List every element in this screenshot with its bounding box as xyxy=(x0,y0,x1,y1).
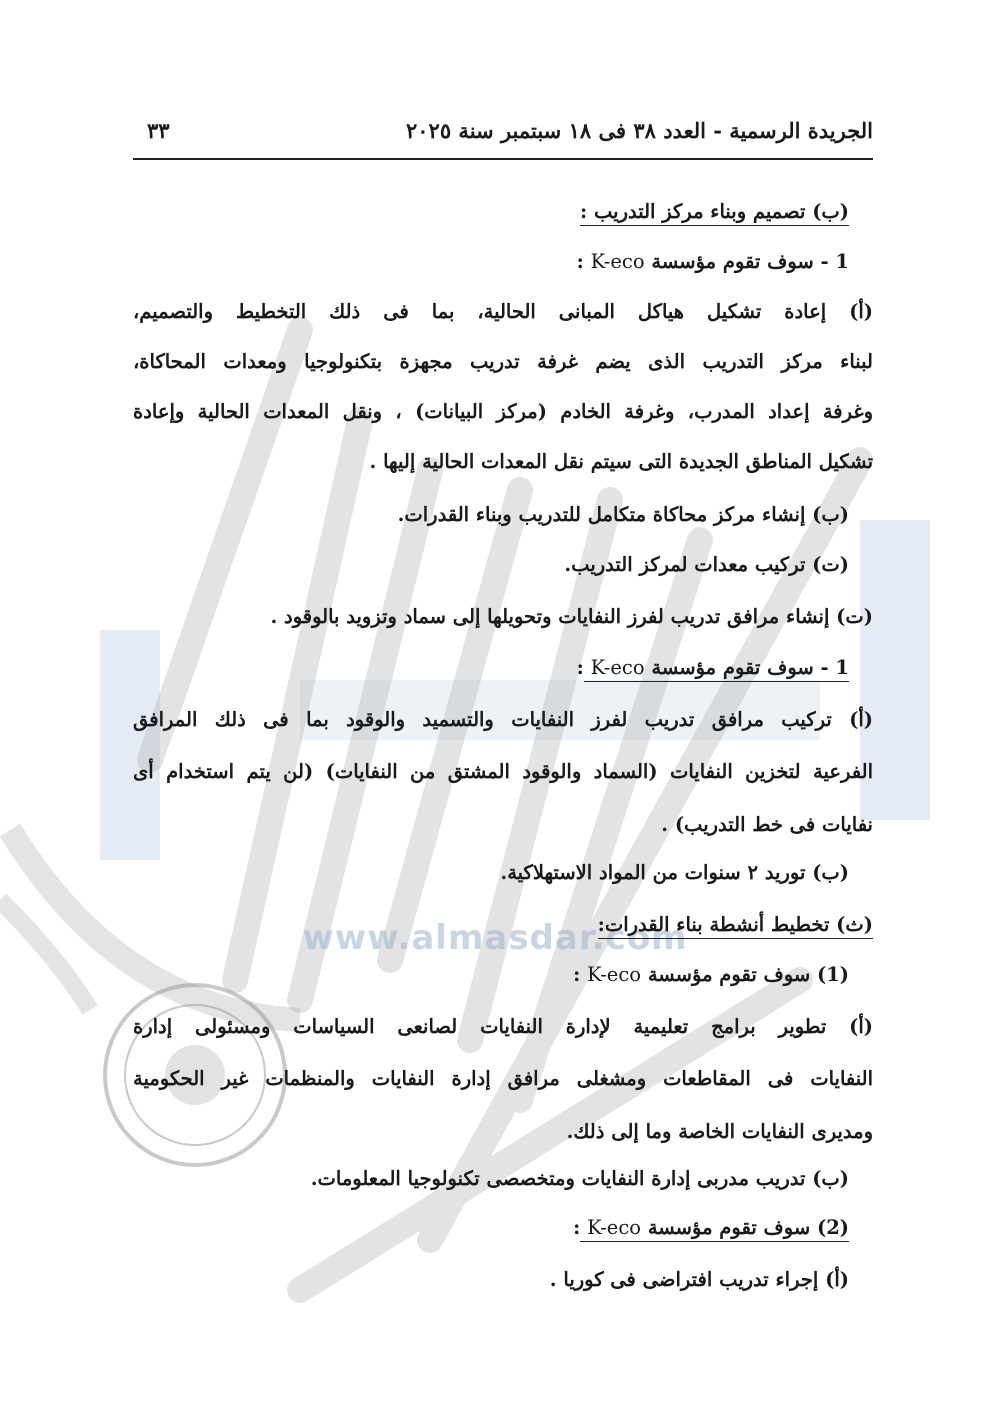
list-item: (ب) توريد ٢ سنوات من المواد الاستهلاكية. xyxy=(500,861,849,884)
section-heading-th: (ث) تخطيط أنشطة بناء القدرات: xyxy=(598,910,873,940)
item-1-keco: 1 - سوف تقوم مؤسسة K-eco : xyxy=(577,653,849,683)
paragraph-line: لبناء مركز التدريب الذى يضم غرفة تدريب مجهزة بتكنولوجيا ومعدات المحاكاة، xyxy=(133,350,873,373)
section-heading-t: (ت) إنشاء مرافق تدريب لفرز النفايات وتحويلها إلى سماد وتزويد بالوقود . xyxy=(270,605,873,628)
section-heading-b: (ب) تصميم وبناء مركز التدريب : xyxy=(580,197,849,227)
list-item: (ب) تدريب مدربى إدارة النفايات ومتخصصى تكنولوجيا المعلومات. xyxy=(310,1167,849,1190)
paragraph-line: النفايات فى المقاطعات ومشغلى مرافق إدارة النفايات والمنظمات غير الحكومية xyxy=(133,1067,873,1090)
paragraph-line: ومديرى النفايات الخاصة وما إلى ذلك. xyxy=(566,1120,873,1143)
paragraph-line: نفايات فى خط التدريب) . xyxy=(661,813,873,836)
list-item: (ت) تركيب معدات لمركز التدريب. xyxy=(564,553,849,576)
paragraph-line: (أ) تطوير برامج تعليمية لإدارة النفايات لصانعى السياسات ومسئولى إدارة xyxy=(133,1015,873,1038)
list-item: (أ) إجراء تدريب افتراضى فى كوريا . xyxy=(549,1268,849,1291)
paragraph-line: الفرعية لتخزين النفايات (السماد والوقود المشتق من النفايات) (لن يتم استخدام أى xyxy=(133,760,873,783)
gazette-title: الجريدة الرسمية - العدد ٣٨ فى ١٨ سبتمبر سنة ٢٠٢٥ xyxy=(406,118,873,143)
paragraph-line: (أ) إعادة تشكيل هياكل المبانى الحالية، بما فى ذلك التخطيط والتصميم، xyxy=(133,300,873,323)
watermark-url: www.almasdar.com xyxy=(302,918,688,958)
list-item: (ب) إنشاء مركز محاكاة متكامل للتدريب وبناء القدرات. xyxy=(397,503,849,526)
item-2-keco: (2) سوف تقوم مؤسسة K-eco : xyxy=(573,1213,849,1243)
paragraph-line: (أ) تركيب مرافق تدريب لفرز النفايات والتسميد والوقود بما فى ذلك المرافق xyxy=(133,708,873,731)
paragraph-line: وغرفة إعداد المدرب، وغرفة الخادم (مركز البيانات) ، ونقل المعدات الحالية وإعادة xyxy=(133,400,873,423)
paragraph-line: تشكيل المناطق الجديدة التى سيتم نقل المعدات الحالية إليها . xyxy=(369,450,873,473)
page-number: ٣٣ xyxy=(147,118,170,143)
item-1-keco: (1) سوف تقوم مؤسسة K-eco : xyxy=(573,963,849,986)
page-header xyxy=(133,112,873,160)
item-1-keco: 1 - سوف تقوم مؤسسة K-eco : xyxy=(576,250,849,273)
